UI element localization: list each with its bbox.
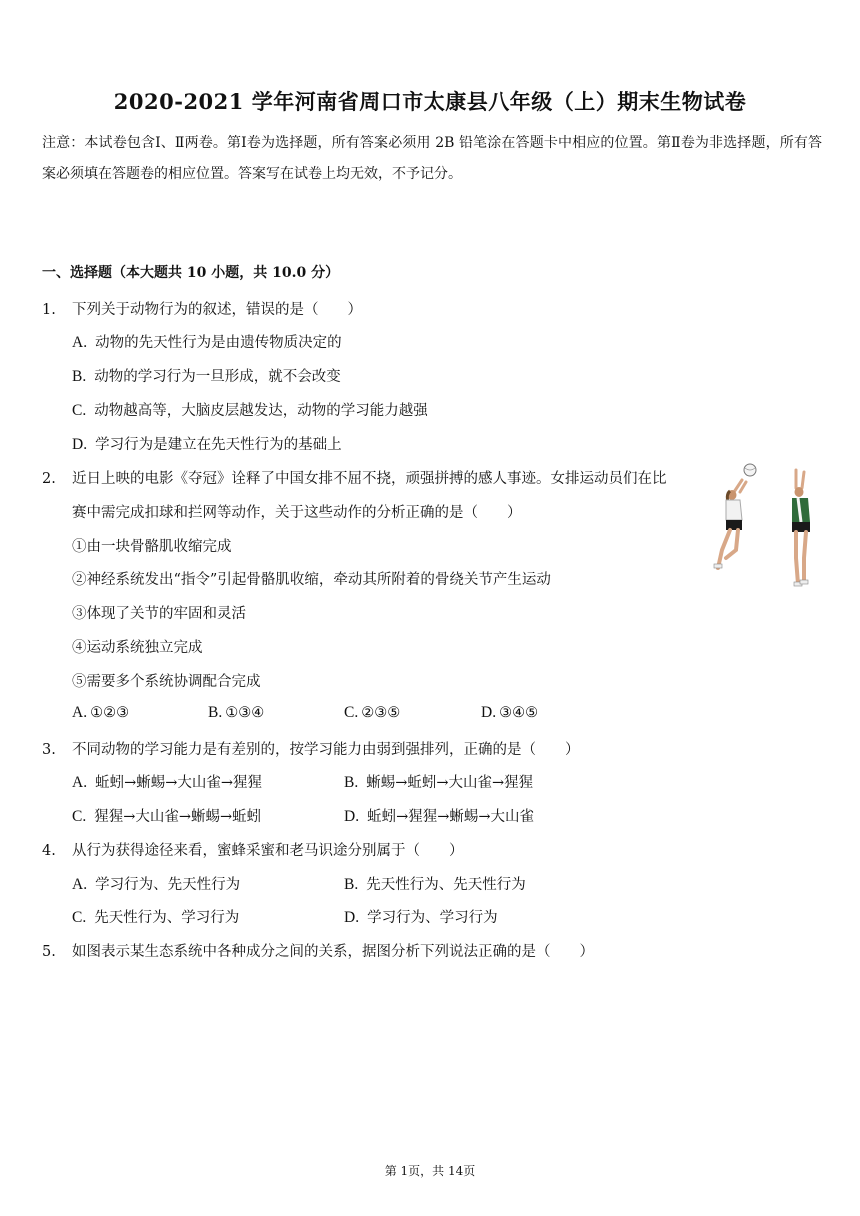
question-1 (42, 298, 362, 319)
q4-option-a: A. 学习行为、先天性行为 (72, 876, 241, 893)
statement-4: ④运动系统独立完成 (72, 640, 203, 656)
q3-option-d: D. 蚯蚓→猩猩→蜥蜴→大山雀 (344, 808, 535, 825)
q2-option-a: A. ①②③ (72, 704, 130, 721)
q3-option-b: B. 蜥蜴→蚯蚓→大山雀→猩猩 (344, 774, 534, 791)
q1-option-d: D. 学习行为是建立在先天性行为的基础上 (72, 436, 342, 453)
question-stem: 从行为获得途径来看，蜜蜂采蜜和老马识途分别属于（ ） (72, 843, 464, 859)
q2-option-b: B. ①③④ (208, 704, 265, 721)
question-number: 3. (42, 742, 56, 758)
question-stem-line-2: 赛中需完成扣球和拦网等动作，关于这些动作的分析正确的是（ ） (72, 505, 522, 521)
question-4 (42, 839, 464, 860)
volleyball-players-image (700, 458, 830, 598)
statement-2: ②神经系统发出“指令”引起骨骼肌收缩，牵动其所附着的骨绕关节产生运动 (72, 572, 551, 588)
q2-option-d: D. ③④⑤ (481, 704, 539, 721)
q1-option-b: B. 动物的学习行为一旦形成，就不会改变 (72, 368, 341, 385)
question-2 (42, 467, 667, 488)
question-3 (42, 738, 580, 759)
question-number: 5. (42, 944, 56, 960)
q3-option-c: C. 猩猩→大山雀→蜥蜴→蚯蚓 (72, 808, 262, 825)
section-heading: 一、选择题（本大题共 10 小题，共 10.0 分） (42, 265, 340, 281)
question-stem: 如图表示某生态系统中各种成分之间的关系，据图分析下列说法正确的是（ ） (72, 944, 594, 960)
exam-notice: 注意：本试卷包含Ⅰ、Ⅱ两卷。第Ⅰ卷为选择题，所有答案必须用 2B 铅笔涂在答题卡中相应的位置。第Ⅱ卷为非选择题，所有答案必须填在答题卷的相应位置。答案写在试卷上均无效，不予记分。 (42, 135, 822, 182)
statement-3: ③体现了关节的牢固和灵活 (72, 606, 246, 622)
question-stem: 近日上映的电影《夺冠》诠释了中国女排不屈不挠，顽强拼搏的感人事迹。女排运动员们在比 (72, 471, 667, 487)
q1-option-a: A. 动物的先天性行为是由遗传物质决定的 (72, 334, 342, 351)
q4-option-b: B. 先天性行为、先天性行为 (344, 876, 526, 893)
question-stem: 下列关于动物行为的叙述，错误的是（ ） (72, 302, 362, 318)
q3-option-a: A. 蚯蚓→蜥蜴→大山雀→猩猩 (72, 774, 263, 791)
q2-option-c: C. ②③⑤ (344, 704, 401, 721)
page-title: 2020-2021 学年河南省周口市太康县八年级（上）期末生物试卷 (113, 89, 747, 114)
question-number: 1. (42, 302, 56, 318)
q4-option-c: C. 先天性行为、学习行为 (72, 909, 240, 926)
question-number: 2. (42, 471, 56, 487)
question-5 (42, 940, 594, 961)
statement-5: ⑤需要多个系统协调配合完成 (72, 674, 261, 690)
question-number: 4. (42, 843, 56, 859)
q1-option-c: C. 动物越高等，大脑皮层越发达，动物的学习能力越强 (72, 402, 428, 419)
q4-option-d: D. 学习行为、学习行为 (344, 909, 498, 926)
statement-1: ①由一块骨骼肌收缩完成 (72, 539, 232, 555)
page-footer: 第 1页，共 14页 (384, 1164, 476, 1178)
question-stem: 不同动物的学习能力是有差别的，按学习能力由弱到强排列，正确的是（ ） (72, 742, 580, 758)
